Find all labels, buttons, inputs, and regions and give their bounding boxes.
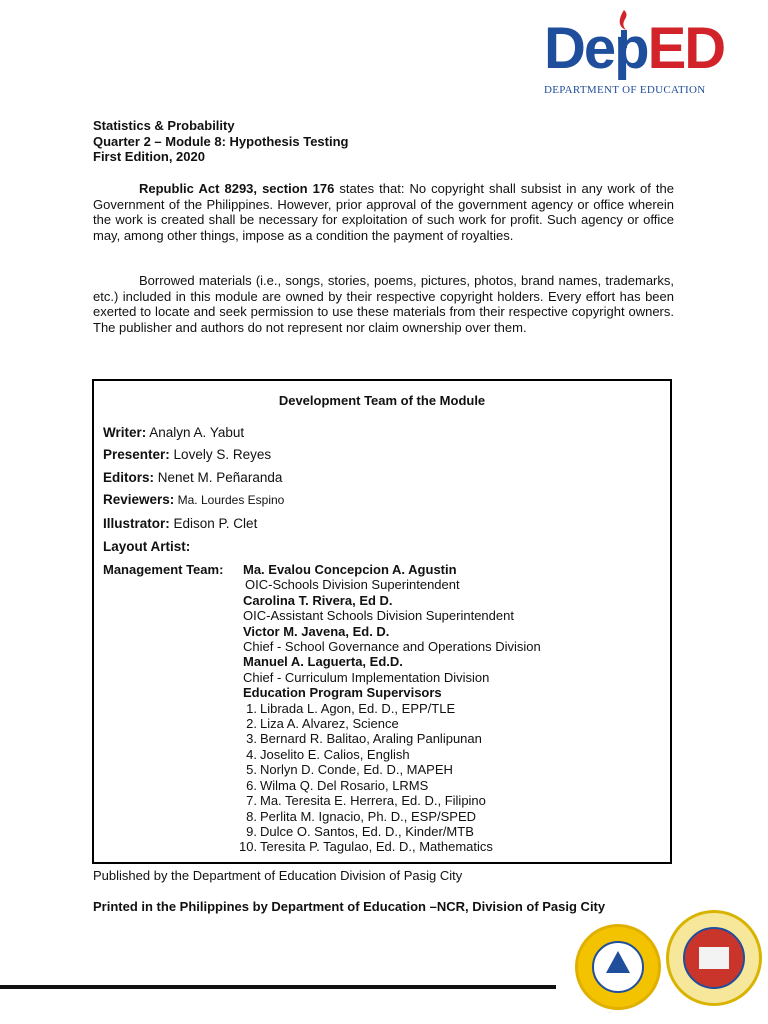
module-title: Quarter 2 – Module 8: Hypothesis Testing	[93, 133, 349, 149]
development-team-box	[92, 379, 672, 864]
manager-position: Chief - School Governance and Operations Division	[243, 639, 541, 655]
borrowed-materials-paragraph	[93, 273, 674, 335]
management-list	[239, 562, 541, 855]
editors-row: Editors: Nenet M. Peñaranda	[103, 470, 283, 485]
subject-title: Statistics & Probability	[93, 118, 235, 133]
law-reference: Republic Act 8293, section 176	[139, 181, 335, 196]
illustrator-row: Illustrator: Edison P. Clet	[103, 516, 258, 531]
list-item: 1. Librada L. Agon, Ed. D., EPP/TLE	[246, 700, 456, 716]
edition: First Edition, 2020	[93, 149, 205, 164]
list-item: 6. Wilma Q. Del Rosario, LRMS	[246, 777, 429, 793]
team-title: Development Team of the Module	[278, 393, 486, 408]
law-text: states that: No copyright shall subsist in any work of the Government of the Philippines. However, prior approval of the government agency or office wherein the work is created shall be necessary for exploitation of such work for profit. Such agency or office may, among other things, impose as a condition the payment of royalties.	[93, 181, 674, 243]
layout-artist-row: Layout Artist:	[103, 539, 191, 554]
writer-row: Writer: Analyn A. Yabut	[103, 425, 245, 440]
list-item: 9. Dulce O. Santos, Ed. D., Kinder/MTB	[246, 823, 474, 839]
manager-position: Chief - Curriculum Implementation Division	[243, 669, 490, 685]
manager-name: Ma. Evalou Concepcion A. Agustin	[243, 562, 457, 577]
module-meta	[93, 118, 348, 165]
printed-in: Printed in the Philippines by Department of Education –NCR, Division of Pasig City	[93, 899, 606, 914]
manager-name: Carolina T. Rivera, Ed D.	[243, 592, 393, 608]
list-item: 5. Norlyn D. Conde, Ed. D., MAPEH	[246, 762, 453, 778]
management-label: Management Team:	[103, 562, 224, 577]
published-by: Published by the Department of Education Division of Pasig City	[93, 868, 463, 883]
deped-logo	[540, 8, 735, 100]
footer-divider	[0, 985, 556, 989]
list-item: 4. Joselito E. Calios, English	[246, 746, 410, 762]
manager-position: OIC-Assistant Schools Division Superintendent	[243, 608, 514, 624]
manager-position: OIC-Schools Division Superintendent	[245, 577, 460, 593]
supervisors-heading: Education Program Supervisors	[243, 685, 442, 701]
list-item: 7. Ma. Teresita E. Herrera, Ed. D., Filipino	[246, 793, 486, 809]
manager-name: Manuel A. Laguerta, Ed.D.	[243, 654, 403, 670]
copyright-paragraph	[93, 181, 674, 243]
pasig-city-seal-icon	[666, 910, 762, 1006]
deped-subtitle: DEPARTMENT OF EDUCATION	[544, 84, 706, 96]
supervisors-list	[239, 700, 541, 855]
list-item: 3. Bernard R. Balitao, Araling Panlipunan	[246, 731, 482, 747]
manager-name: Victor M. Javena, Ed. D.	[243, 623, 390, 639]
deped-wordmark: DepED	[544, 16, 725, 81]
list-item: 8. Perlita M. Ignacio, Ph. D., ESP/SPED	[246, 808, 477, 824]
division-seal-icon	[575, 924, 661, 1010]
presenter-row: Presenter: Lovely S. Reyes	[103, 447, 272, 462]
list-item: 2. Liza A. Alvarez, Science	[246, 716, 399, 732]
borrowed-text: Borrowed materials (i.e., songs, stories, poems, pictures, photos, brand names, trademarks, etc.) included in this module are owned by their respective copyright holders. Every effort has been exerted to locate and seek permission to use these materials from their respective copyright owners. The publisher and authors do not represent nor claim ownership over them.	[93, 273, 674, 335]
reviewers-row: Reviewers: Ma. Lourdes Espino	[103, 492, 285, 507]
list-item: 10. Teresita P. Tagulao, Ed. D., Mathematics	[239, 839, 493, 855]
